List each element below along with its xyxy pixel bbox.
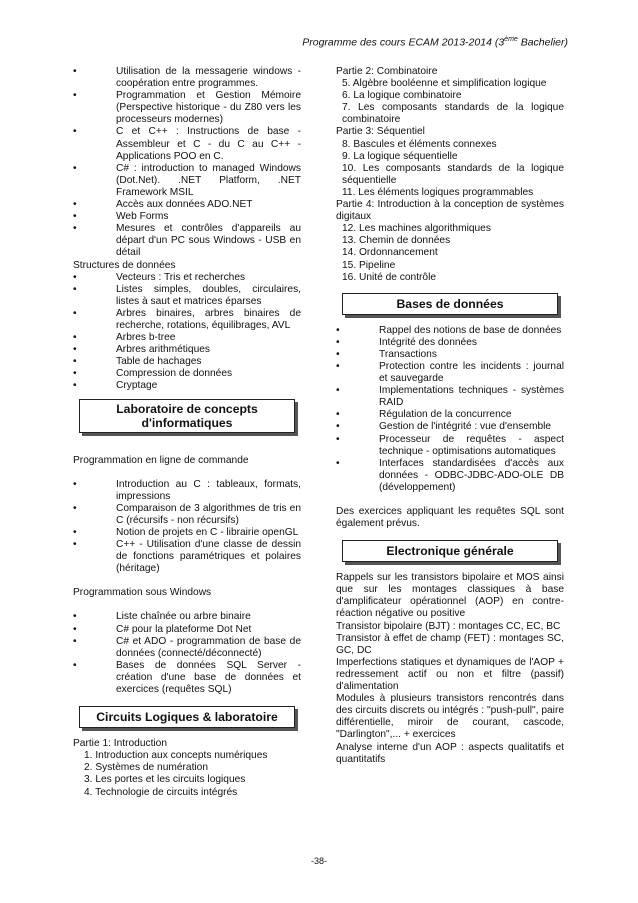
text-line: 11. Les éléments logiques programmables <box>342 186 534 198</box>
bullet-glyph: • <box>73 66 77 77</box>
bullet-glyph: • <box>336 324 340 336</box>
list-item-text: Rappel des notions de base de données <box>379 324 562 336</box>
text-line: 7. Les composants standards de la logique combinatoire <box>342 102 564 126</box>
list-item-text: Intégrité des données <box>379 336 477 348</box>
list-item-text: Régulation de la concurrence <box>379 409 512 421</box>
section-title-line1: Laboratoire de concepts <box>116 401 258 416</box>
header-sup: ème <box>504 36 518 43</box>
text-line: 13. Chemin de données <box>342 235 451 247</box>
left-column <box>73 66 301 799</box>
bullet-glyph: • <box>73 659 77 671</box>
list-item <box>336 361 564 385</box>
list-item <box>73 660 301 696</box>
list-item <box>336 349 564 361</box>
bullet-glyph: • <box>73 344 77 356</box>
section-box-circuits: Circuits Logiques & laboratoire <box>79 706 295 728</box>
list-item-text: Vecteurs : Tris et recherches <box>116 271 246 283</box>
bullet-glyph: • <box>336 433 340 445</box>
bullet-glyph: • <box>73 307 77 319</box>
section-box-bases-donnees: Bases de données <box>342 293 558 315</box>
list-item-text: Notion de projets en C - librairie openGL <box>116 527 299 538</box>
part3-label: Partie 3: Séquentiel <box>336 126 425 138</box>
bd-exercices: Des exercices appliquant les requêtes SQL sont également prévus. <box>336 506 564 530</box>
part4-list <box>336 223 564 283</box>
bullet-list-cmd <box>73 479 301 576</box>
list-item-text: Web Forms <box>116 211 169 223</box>
bullet-glyph: • <box>73 90 77 102</box>
bullet-list-info <box>73 66 301 260</box>
list-item-text: Compression de données <box>116 368 233 380</box>
text-line: 8. Bascules et éléments connexes <box>342 138 497 150</box>
list-item-text: Protection contre les incidents : journal et sauvegarde <box>379 360 564 385</box>
list-item-text: C# : introduction to managed Windows (Dot.Net). .NET Platform, .NET Framework MSIL <box>116 162 301 198</box>
bullet-glyph: • <box>73 539 77 551</box>
list-item-text: Transactions <box>379 348 437 360</box>
list-item-text: C et C++ : Instructions de base - Assembleur et C - du C au C++ - Applications POO en C. <box>116 126 301 162</box>
bullet-list-structures <box>73 272 301 393</box>
list-item <box>73 356 301 368</box>
list-item-text: Utilisation de la messagerie windows - coopération entre programmes. <box>116 66 301 90</box>
bullet-glyph: • <box>336 409 340 421</box>
list-item <box>336 421 564 433</box>
bullet-glyph: • <box>73 162 77 174</box>
section-title-line2: d'informatiques <box>141 415 233 430</box>
bullet-glyph: • <box>73 368 77 380</box>
page-header <box>302 36 568 49</box>
list-item <box>73 211 301 223</box>
list-item <box>73 66 301 90</box>
text-line: 10. Les composants standards de la logique séquentielle <box>342 162 564 186</box>
bullet-glyph: • <box>336 360 340 372</box>
bullet-list-bd <box>336 325 564 494</box>
list-item-text: Table de hachages <box>116 356 202 368</box>
part1-list <box>73 750 301 798</box>
list-item <box>73 636 301 660</box>
list-item <box>73 503 301 527</box>
part4-label: Partie 4: Introduction à la conception de systèmes digitaux <box>336 199 564 223</box>
bullet-list-windows <box>73 611 301 696</box>
list-item <box>336 409 564 421</box>
list-item-text: C# et ADO - programmation de base de données (connecté/déconnecté) <box>116 635 301 659</box>
header-text-end: Bachelier) <box>517 36 568 49</box>
list-item <box>73 527 301 539</box>
list-item <box>73 611 301 623</box>
list-item-text: Processeur de requêtes - aspect technique - optimisations automatiques <box>379 433 564 457</box>
text-line: Rappels sur les transistors bipolaire et MOS ainsi que sur les montages classiques à base d'amplificateur opérationnel (AOP) en contre-réaction négative ou positive <box>336 572 564 620</box>
bullet-glyph: • <box>73 283 77 295</box>
list-item <box>73 539 301 575</box>
bullet-glyph: • <box>336 348 340 360</box>
section-box-electronique: Electronique générale <box>342 540 558 562</box>
bullet-glyph: • <box>73 126 77 138</box>
list-item <box>336 434 564 458</box>
list-item <box>73 163 301 199</box>
bullet-glyph: • <box>73 332 77 344</box>
list-item <box>73 332 301 344</box>
text-line: 5. Algèbre booléenne et simplification logique <box>342 78 547 90</box>
list-item <box>73 624 301 636</box>
text-line: 15. Pipeline <box>342 259 396 271</box>
bullet-glyph: • <box>73 623 77 635</box>
text-line: 14. Ordonnancement <box>342 247 438 259</box>
part3-list <box>336 139 564 199</box>
part2-label: Partie 2: Combinatoire <box>336 66 438 77</box>
list-item-text: Introduction au C : tableaux, formats, impressions <box>116 478 301 502</box>
part2-list <box>336 78 564 126</box>
list-item-text: Accès aux données ADO.NET <box>116 199 253 211</box>
bullet-glyph: • <box>73 199 77 211</box>
list-item-text: Gestion de l'intégrité : vue d'ensemble <box>379 421 552 433</box>
bullet-glyph: • <box>73 527 77 538</box>
prog-win-label: Programmation sous Windows <box>73 587 212 599</box>
list-item-text: Arbres arithmétiques <box>116 344 210 356</box>
list-item <box>73 380 301 392</box>
list-item <box>73 126 301 162</box>
text-line: 3. Les portes et les circuits logiques <box>84 774 246 786</box>
list-item-text: Cryptage <box>116 380 158 392</box>
elec-content <box>336 572 564 766</box>
text-line: 4. Technologie de circuits intégrés <box>84 786 238 798</box>
list-item-text: Mesures et contrôles d'appareils au départ d'un PC sous Windows - USB en détail <box>116 223 301 259</box>
bullet-glyph: • <box>336 385 340 397</box>
text-line: 2. Systèmes de numération <box>84 762 209 774</box>
text-line: Transistor bipolaire (BJT) : montages CC, EC, BC <box>336 620 561 632</box>
list-item <box>73 199 301 211</box>
bullet-glyph: • <box>73 635 77 647</box>
bullet-glyph: • <box>73 611 77 623</box>
bullet-glyph: • <box>336 457 340 469</box>
list-item-text: Arbres binaires, arbres binaires de recherche, rotations, équilibrages, AVL <box>116 307 301 331</box>
list-item <box>73 272 301 284</box>
list-item-text: Listes simples, doubles, circulaires, listes à saut et matrices éparses <box>116 283 301 307</box>
list-item <box>336 385 564 409</box>
list-item <box>73 284 301 308</box>
list-item-text: C# pour la plateforme Dot Net <box>116 623 252 635</box>
list-item-text: Comparaison de 3 algorithmes de tris en C (récursifs - non récursifs) <box>116 502 301 526</box>
list-item-text: Bases de données SQL Server - création d'une base de données et exercices (requêtes SQL) <box>116 659 301 696</box>
text-line: 6. La logique combinatoire <box>342 90 462 102</box>
list-item <box>73 344 301 356</box>
list-item <box>336 325 564 337</box>
list-item-text: Programmation et Gestion Mémoire (Perspective historique - du Z80 vers les processeurs modernes) <box>116 90 301 126</box>
bullet-glyph: • <box>73 380 77 392</box>
text-line: 9. La logique séquentielle <box>342 150 458 162</box>
list-item <box>336 337 564 349</box>
section-box-lab-concepts <box>79 399 295 433</box>
bullet-glyph: • <box>336 421 340 433</box>
text-line: Analyse interne d'un AOP : aspects qualitatifs et quantitatifs <box>336 741 564 765</box>
bullet-glyph: • <box>73 211 77 223</box>
list-item-text: C++ - Utilisation d'une classe de dessin de fonctions paramétriques et polaires (héritage) <box>116 539 301 575</box>
text-line: 12. Les machines algorithmiques <box>342 223 491 235</box>
text-line: Transistor à effet de champ (FET) : montages SC, GC, DC <box>336 632 564 656</box>
list-item <box>73 90 301 126</box>
list-item-text: Interfaces standardisées d'accès aux données - ODBC-JDBC-ADO-OLE DB (développement) <box>379 457 564 493</box>
list-item <box>73 223 301 259</box>
list-item <box>336 458 564 494</box>
list-item-text: Arbres b-tree <box>116 332 176 344</box>
text-line: 1. Introduction aux concepts numériques <box>84 750 268 762</box>
bullet-glyph: • <box>336 336 340 348</box>
bullet-glyph: • <box>73 478 77 490</box>
header-text: Programme des cours ECAM 2013-2014 (3 <box>302 36 505 49</box>
right-column <box>336 66 564 766</box>
structures-label: Structures de données <box>73 259 176 271</box>
list-item-text: Implementations techniques - systèmes RAID <box>379 385 564 409</box>
bullet-glyph: • <box>73 502 77 514</box>
text-line: Imperfections statiques et dynamiques de l'AOP + redressement actif ou non et filtre (passif) d'alimentation <box>336 656 564 693</box>
list-item-text: Liste chaînée ou arbre binaire <box>116 611 251 623</box>
prog-cmd-label: Programmation en ligne de commande <box>73 454 249 466</box>
list-item <box>73 368 301 380</box>
list-item <box>73 479 301 503</box>
page-number: -38- <box>310 856 327 866</box>
list-item <box>73 308 301 332</box>
text-line: Modules à plusieurs transistors rencontrés dans des circuits discrets ou intégrés : "push-pull", paire différentielle, miroir de courant, cascode, "Darlington",... + exercices <box>336 693 564 741</box>
bullet-glyph: • <box>73 271 77 283</box>
bullet-glyph: • <box>73 223 77 235</box>
text-line: 16. Unité de contrôle <box>342 271 437 283</box>
bullet-glyph: • <box>73 356 77 368</box>
part1-label: Partie 1: Introduction <box>73 738 168 750</box>
